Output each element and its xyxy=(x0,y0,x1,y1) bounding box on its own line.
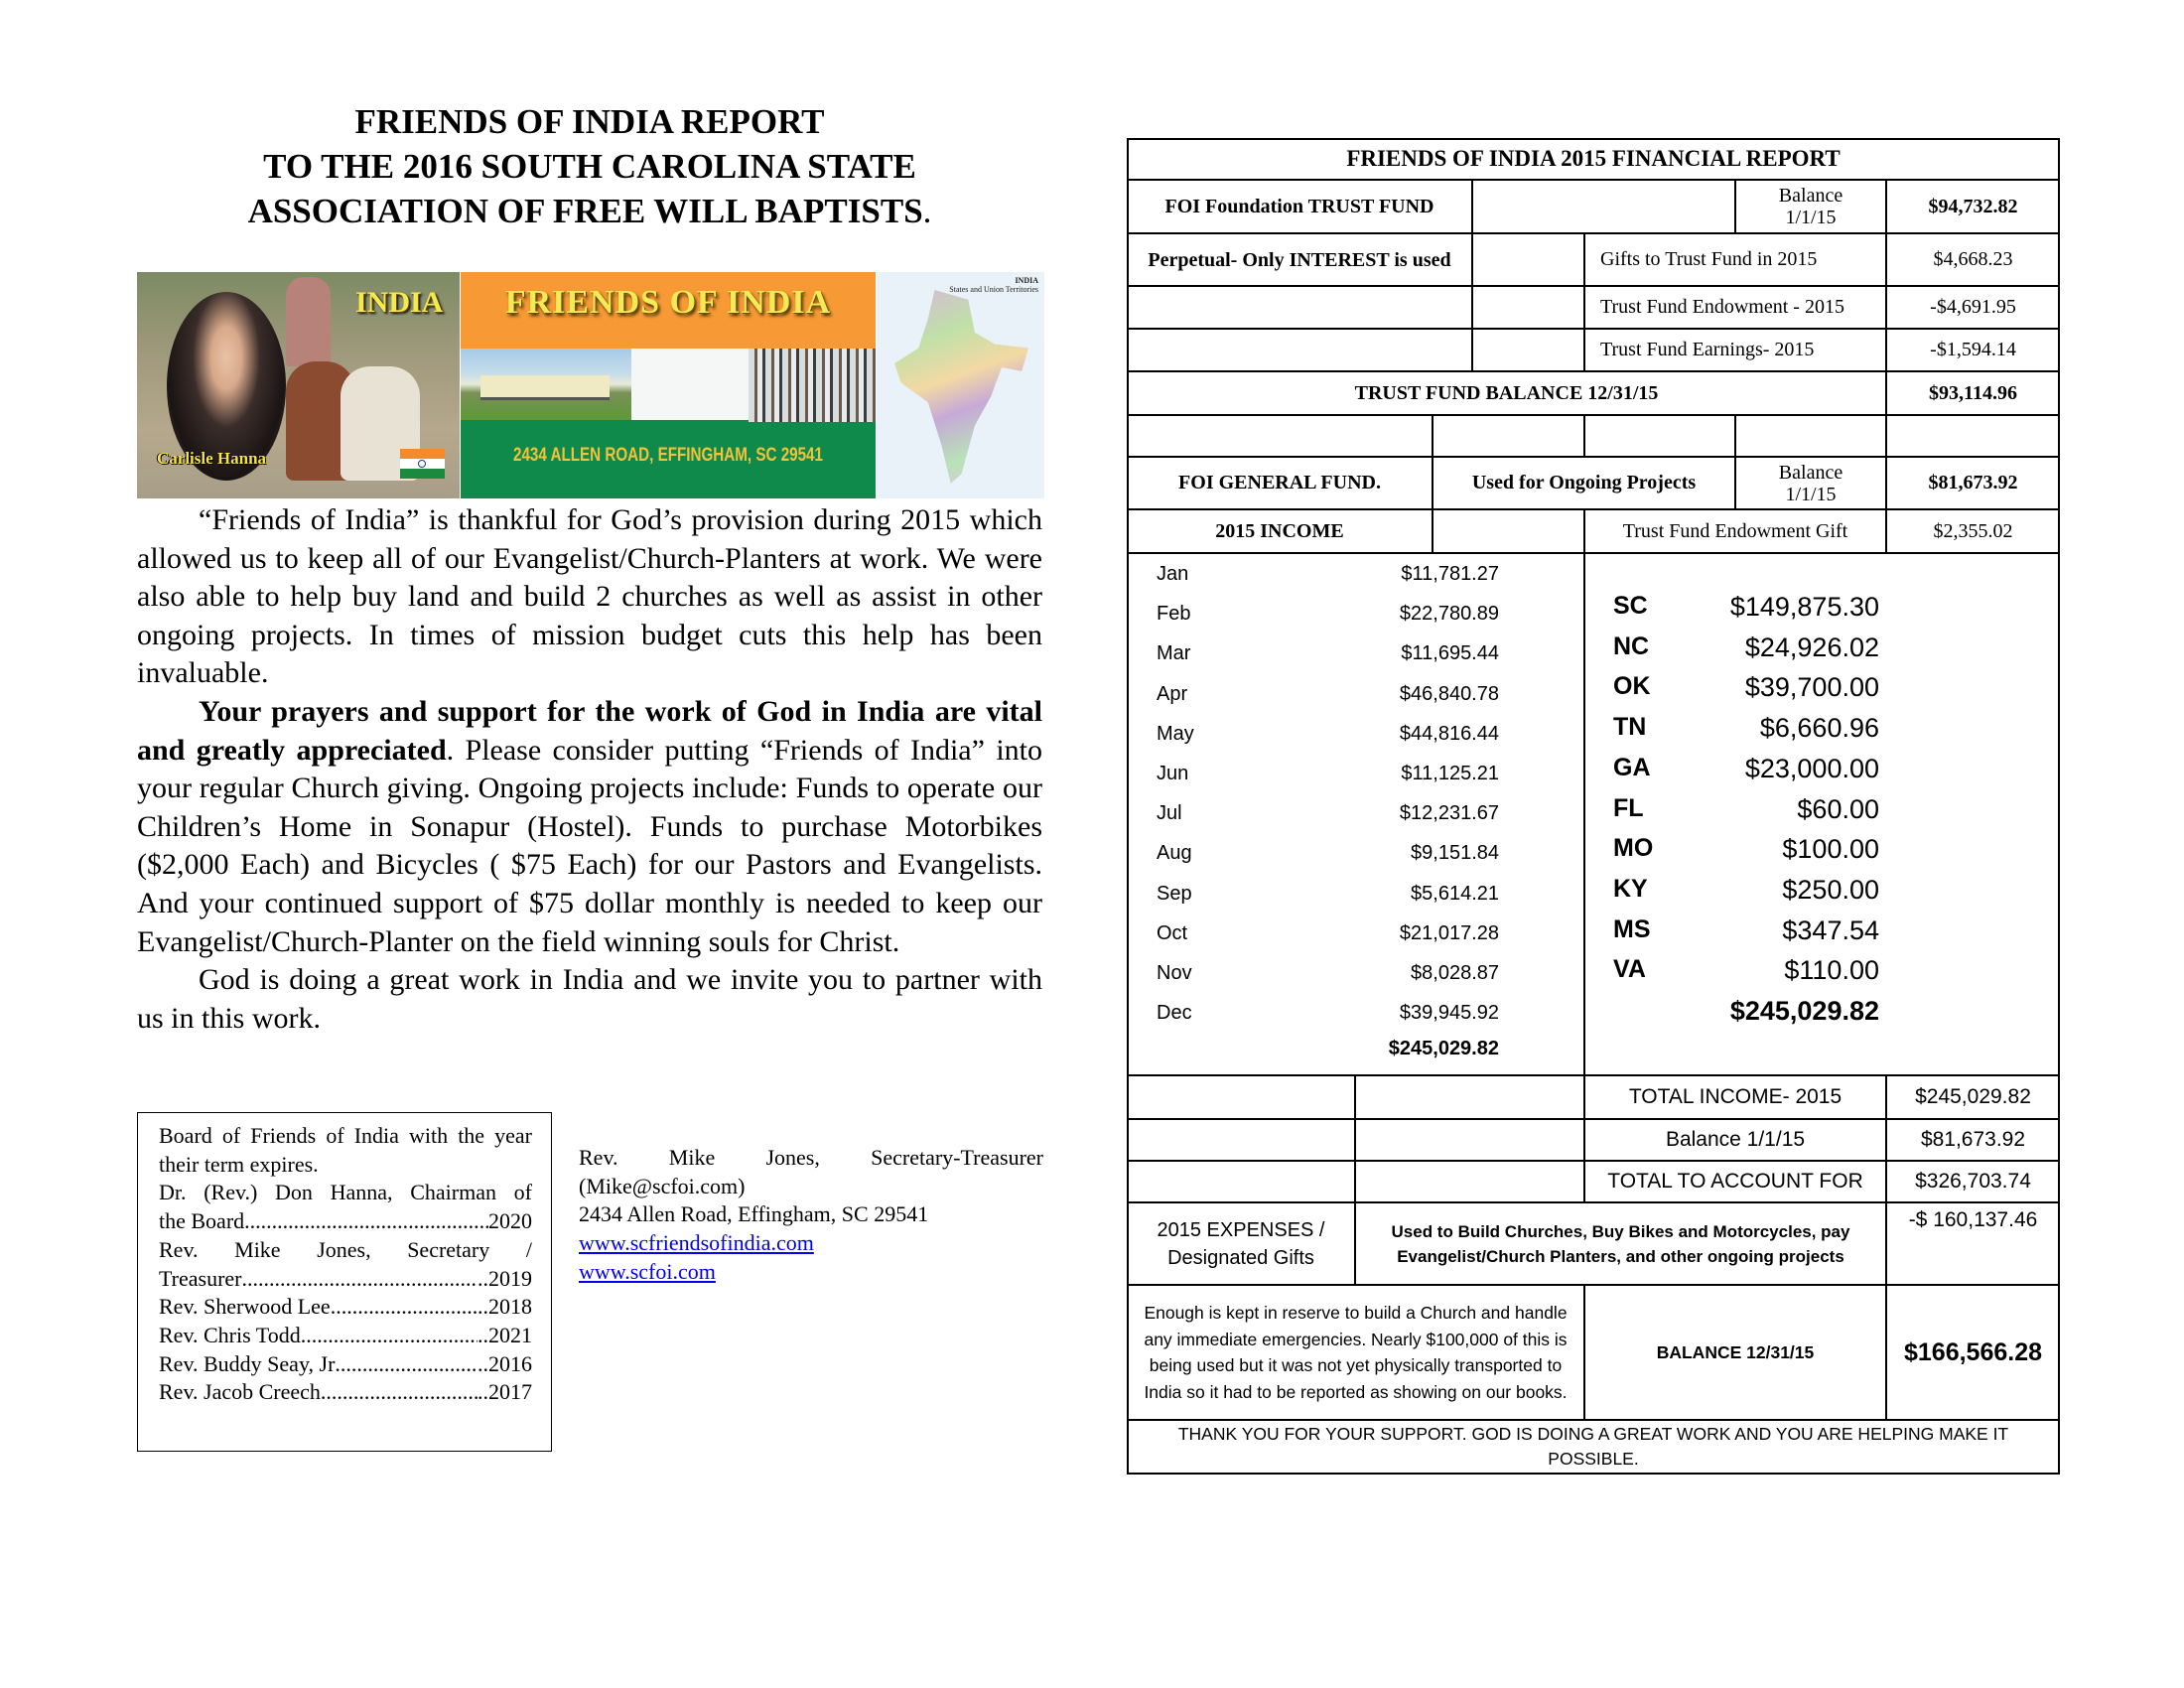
state-amount: $250.00 xyxy=(1782,874,1879,905)
board-term-year: ..2021 xyxy=(478,1322,532,1347)
state-label: FL xyxy=(1613,793,1644,822)
general-fund-opening-balance: $81,673.92 xyxy=(1928,472,2018,493)
body-paragraph-3: God is doing a great work in India and we invite you to partner with us in this work. xyxy=(137,963,1042,1035)
board-member-1 xyxy=(159,1207,532,1236)
board-term-year: ..2017 xyxy=(478,1379,532,1405)
month-label: Nov xyxy=(1157,962,1192,984)
leader-dots xyxy=(242,1265,478,1294)
board-member-6 xyxy=(159,1378,532,1407)
state-amount: $6,660.96 xyxy=(1759,713,1879,744)
month-amount: $12,231.67 xyxy=(1399,802,1499,825)
summary-label: TOTAL TO ACCOUNT FOR xyxy=(1607,1170,1863,1193)
leader-dots xyxy=(301,1322,478,1350)
board-member-3 xyxy=(159,1293,532,1322)
trust-item-value: $4,668.23 xyxy=(1933,248,2013,270)
trust-item-value: -$1,594.14 xyxy=(1930,339,2016,360)
trust-fund-end-balance: $93,114.96 xyxy=(1929,381,2017,404)
month-amount: $8,028.87 xyxy=(1411,962,1499,984)
summary-label: Balance 1/1/15 xyxy=(1665,1128,1806,1151)
summary-value: $81,673.92 xyxy=(1920,1128,2026,1151)
website-link-scfoi[interactable]: www.scfoi.com xyxy=(579,1258,716,1284)
month-amount: $46,840.78 xyxy=(1399,682,1499,705)
report-title-line-1: FRIENDS OF INDIA REPORT xyxy=(354,102,825,141)
trust-item-value: -$4,691.95 xyxy=(1930,296,2016,318)
banner-address: 2434 ALLEN ROAD, EFFINGHAM, SC 29541 xyxy=(513,445,823,466)
month-amount: $39,945.92 xyxy=(1399,1002,1499,1025)
india-map-image xyxy=(877,272,1044,498)
endowment-gift-label: Trust Fund Endowment Gift xyxy=(1622,519,1848,542)
state-label: SC xyxy=(1613,592,1648,620)
board-member-name: Rev. Chris Todd xyxy=(159,1322,301,1347)
reserve-note: Enough is kept in reserve to build a Church and handle any immediate emergencies. Nearly $100,000 of this is being used but it was not yet physically transported to India so it had to be reported as showing on our books. xyxy=(1144,1303,1568,1402)
church-building xyxy=(480,375,610,400)
contact-name: Rev. Mike Jones, Secretary-Treasurer xyxy=(579,1145,1043,1170)
church-photo xyxy=(461,349,631,420)
body-paragraph-2-text: . Please consider putting “Friends of India” into your regular Church giving. Ongoing projects include: Funds to operate our Children’s Home in Sonapur (Hostel). Funds to purchase Motorbikes ($2,000 Each) and Bicycles ( $75 Each) for our Pastors and Evangelists. And your continued support of $75 dollar monthly is needed to keep our Evangelist/Church-Planter on the field winning souls for Christ. xyxy=(137,733,1042,958)
board-term-year: 2020 xyxy=(488,1208,532,1234)
state-amount: $23,000.00 xyxy=(1744,753,1879,783)
state-label: TN xyxy=(1613,713,1647,742)
leader-dots xyxy=(244,1207,488,1236)
income-label: 2015 INCOME xyxy=(1215,519,1344,542)
leader-dots xyxy=(331,1293,478,1322)
state-label: VA xyxy=(1613,955,1646,984)
body-paragraph-2-emphasis: Your prayers and support for the work of God in India are vital and greatly appreciated xyxy=(137,694,1042,767)
board-term-year: ..2019 xyxy=(478,1265,532,1291)
month-amount: $22,780.89 xyxy=(1399,603,1499,626)
board-member-name: the Board xyxy=(159,1208,245,1234)
trust-fund-balance-label: Balance 1/1/15 xyxy=(1778,185,1843,228)
board-member-2-title: Rev. Mike Jones, Secretary / xyxy=(159,1236,532,1262)
contact-email: (Mike@scfoi.com) xyxy=(579,1173,746,1198)
general-fund-purpose: Used for Ongoing Projects xyxy=(1471,472,1697,493)
month-amount: $5,614.21 xyxy=(1411,882,1499,905)
trust-fund-opening-balance: $94,732.82 xyxy=(1928,195,2018,217)
board-term-year: ..2016 xyxy=(478,1350,532,1376)
general-fund-label: FOI GENERAL FUND. xyxy=(1178,472,1381,493)
col-divider xyxy=(1583,552,1585,1074)
leader-dots xyxy=(335,1350,478,1379)
board-member-2 xyxy=(159,1265,532,1294)
board-intro: Board of Friends of India with the year their term expires. xyxy=(159,1123,532,1177)
map-title xyxy=(949,276,1038,294)
state-amount: $60.00 xyxy=(1797,793,1879,824)
state-amount: $347.54 xyxy=(1782,914,1879,945)
portrait-caption: Carlisle Hanna xyxy=(157,449,267,468)
monthly-income-total: $245,029.82 xyxy=(1388,1038,1499,1059)
banner-tricolor-panel xyxy=(461,272,876,498)
summary-value: $245,029.82 xyxy=(1915,1085,2031,1108)
financial-report-title: FRIENDS OF INDIA 2015 FINANCIAL REPORT xyxy=(1346,146,1841,171)
month-amount: $11,781.27 xyxy=(1401,563,1499,585)
state-amount: $100.00 xyxy=(1782,834,1879,865)
board-term-year: ..2018 xyxy=(478,1294,532,1320)
website-link-scfriendsofindia[interactable]: www.scfriendsofindia.com xyxy=(579,1230,814,1256)
map-title-text: INDIA xyxy=(1015,276,1038,285)
month-label: Apr xyxy=(1157,682,1188,705)
body-paragraph-1: “Friends of India” is thankful for God’s provision during 2015 which allowed us to keep all of our Evangelist/Church-Planters at work. We were also able to help buy land and build 2 churches as well as assist in other ongoing projects. In times of mission budget cuts this help has been invaluable. xyxy=(137,503,1042,690)
month-amount: $11,125.21 xyxy=(1401,763,1499,784)
trust-fund-end-label: TRUST FUND BALANCE 12/31/15 xyxy=(1354,381,1659,404)
month-label: Jan xyxy=(1157,563,1189,585)
report-title-line-3-text: ASSOCIATION OF FREE WILL BAPTISTS xyxy=(247,192,923,230)
month-label: Aug xyxy=(1157,842,1192,865)
month-label: Sep xyxy=(1157,882,1192,905)
india-flag-icon xyxy=(400,449,445,479)
friends-of-india-banner xyxy=(137,272,1044,498)
state-amount: $39,700.00 xyxy=(1744,672,1879,703)
report-title-line-2: TO THE 2016 SOUTH CAROLINA STATE xyxy=(263,147,916,186)
month-label: Oct xyxy=(1157,921,1188,944)
summary-value: $326,703.74 xyxy=(1915,1170,2031,1193)
month-label: Jun xyxy=(1157,763,1189,784)
expenses-value: -$ 160,137.46 xyxy=(1908,1208,2038,1231)
banner-headline: FRIENDS OF INDIA xyxy=(504,284,832,321)
end-balance-value: $166,566.28 xyxy=(1903,1337,2043,1366)
board-member-name: Treasurer xyxy=(159,1265,242,1291)
end-balance-label: BALANCE 12/31/15 xyxy=(1656,1341,1815,1362)
month-label: Feb xyxy=(1157,603,1191,626)
board-member-name: Rev. Jacob Creech xyxy=(159,1379,321,1405)
trust-fund-note: Perpetual- Only INTEREST is used xyxy=(1148,248,1451,271)
trust-item-label: Trust Fund Endowment - 2015 xyxy=(1600,296,1844,318)
board-member-4 xyxy=(159,1322,532,1350)
month-amount: $44,816.44 xyxy=(1399,722,1499,745)
month-label: Jul xyxy=(1157,802,1182,825)
expenses-description: Used to Build Churches, Buy Bikes and Motorcycles, pay Evangelist/Church Planters, and other ongoing projects xyxy=(1391,1221,1850,1266)
month-label: Dec xyxy=(1157,1002,1192,1025)
contact-block xyxy=(579,1144,1043,1287)
report-title-period: . xyxy=(922,192,932,230)
state-amount: $24,926.02 xyxy=(1744,632,1879,662)
expenses-label: 2015 EXPENSES / Designated Gifts xyxy=(1157,1218,1325,1269)
state-label: MS xyxy=(1613,914,1651,943)
trust-fund-label: FOI Foundation TRUST FUND xyxy=(1164,195,1434,217)
endowment-gift-value: $2,355.02 xyxy=(1933,519,2013,542)
state-amount: $149,875.30 xyxy=(1729,592,1879,622)
month-amount: $11,695.44 xyxy=(1401,642,1499,665)
month-amount: $21,017.28 xyxy=(1399,921,1499,944)
state-label: KY xyxy=(1613,874,1648,903)
india-map-shape xyxy=(894,290,1028,484)
state-label: OK xyxy=(1613,672,1651,701)
state-income-total: $245,029.82 xyxy=(1729,996,1879,1026)
board-member-5 xyxy=(159,1350,532,1379)
col-divider xyxy=(1354,1074,1356,1201)
col-divider xyxy=(1583,414,1585,456)
general-fund-balance-label: Balance 1/1/15 xyxy=(1778,461,1843,505)
trust-item-label: Gifts to Trust Fund in 2015 xyxy=(1600,248,1818,270)
report-body xyxy=(137,501,1042,1038)
month-label: May xyxy=(1157,722,1194,745)
map-subtitle: States and Union Territories xyxy=(949,285,1038,294)
state-label: GA xyxy=(1613,753,1651,781)
leader-dots xyxy=(321,1378,478,1407)
trust-item-label: Trust Fund Earnings- 2015 xyxy=(1600,339,1815,360)
state-amount: $110.00 xyxy=(1784,955,1879,986)
month-label: Mar xyxy=(1157,642,1191,665)
state-label: NC xyxy=(1613,632,1650,660)
contact-address: 2434 Allen Road, Effingham, SC 29541 xyxy=(579,1201,929,1227)
ox-cart-photo xyxy=(137,272,460,498)
state-label: MO xyxy=(1613,834,1654,863)
summary-label: TOTAL INCOME- 2015 xyxy=(1628,1085,1843,1108)
financial-report-table xyxy=(1127,138,2060,1475)
board-members-box xyxy=(137,1112,552,1452)
thank-you-note: THANK YOU FOR YOUR SUPPORT. GOD IS DOING A GREAT WORK AND YOU ARE HELPING MAKE IT POSSIBLE. xyxy=(1177,1424,2009,1469)
body-paragraph-2 xyxy=(137,693,1042,961)
report-title-line-3 xyxy=(137,189,1042,233)
board-member-name: Rev. Buddy Seay, Jr xyxy=(159,1350,336,1376)
cart-driver-figure xyxy=(286,277,331,366)
group-photo xyxy=(749,349,876,422)
month-amount: $9,151.84 xyxy=(1411,842,1499,865)
banner-india-label: INDIA xyxy=(355,286,444,319)
board-member-1-title: Dr. (Rev.) Don Hanna, Chairman of xyxy=(159,1180,532,1205)
board-member-name: Rev. Sherwood Lee xyxy=(159,1294,331,1320)
report-title xyxy=(137,99,1042,233)
